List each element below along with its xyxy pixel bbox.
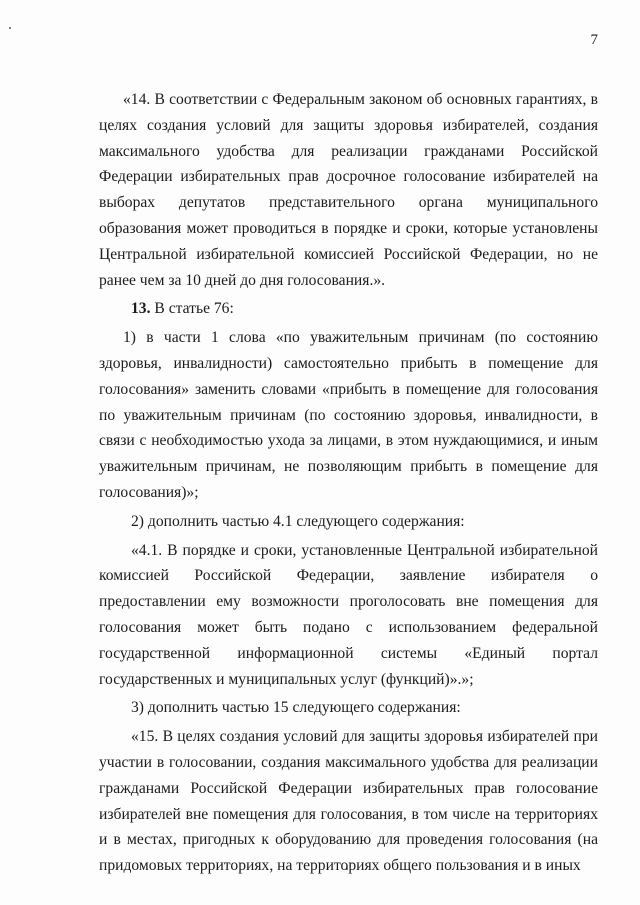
paragraph-5: «4.1. В порядке и сроки, установленные Центральной избирательной комиссией Российской Федерации, заявление избирателя о предоставлении ему возможности проголосовать вне помещения для голосования может быть подано с использованием федеральной государственной информационной системы «Единый портал государственных и муниципальных услуг (функций)».»; [99,541,598,688]
document-body [99,87,598,879]
article-item-number: 13. [131,300,151,318]
paragraph-7: «15. В целях создания условий для защиты здоровья избирателей при участии в голосовании, создания максимального удобства для реализации гражданами Российской Федерации избирательных прав голосование избирателей вне помещения для голосования, в том числе на территориях и в местах, пригодных к оборудованию для проведения голосования (на придомовых территориях, на территориях общего пользования и в иных [99,728,598,875]
article-item-text: В статье 76: [150,300,234,318]
paragraph-1: «14. В соответствии с Федеральным законом об основных гарантиях, в целях создания условий для защиты здоровья избирателей, создания максимального удобства для реализации гражданами Российской Федерации избирательных прав досрочное голосование избирателей на выборах депутатов представительного органа муниципального образования может проводиться в порядке и сроки, которые установлены Центральной избирательной комиссией Российской Федерации, но не ранее чем за 10 дней до дня голосования.». [99,91,598,289]
paragraph-4: 2) дополнить частью 4.1 следующего содержания: [131,512,465,530]
scan-speck [9,27,11,29]
paragraph-2 [99,296,598,322]
page-number: 7 [590,32,598,48]
paragraph-3: 1) в части 1 слова «по уважительным причинам (по состоянию здоровья, инвалидности) самостоятельно прибыть в помещение для голосования» заменить словами «прибыть в помещение для голосования по уважительным причинам (по состоянию здоровья, инвалидности, в связи с необходимостью ухода за лицами, в этом нуждающимися, и иным уважительным причинам, не позволяющим прибыть в помещение для голосования)»; [99,329,598,501]
paragraph-6: 3) дополнить частью 15 следующего содержания: [131,699,461,717]
